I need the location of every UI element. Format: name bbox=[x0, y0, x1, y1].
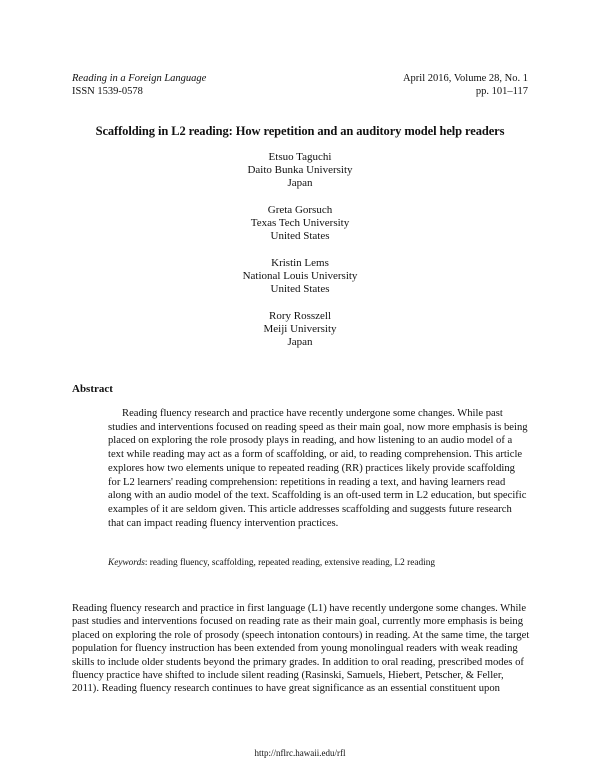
issn: ISSN 1539-0578 bbox=[72, 86, 143, 97]
author-name: Kristin Lems bbox=[271, 257, 329, 269]
author-name: Etsuo Taguchi bbox=[268, 151, 332, 163]
abstract-heading: Abstract bbox=[72, 383, 113, 395]
journal-name: Reading in a Foreign Language bbox=[72, 73, 207, 84]
author-affiliation: Texas Tech University bbox=[250, 217, 350, 229]
author-affiliation: Meiji University bbox=[263, 323, 337, 335]
author-block bbox=[150, 310, 450, 349]
author-block bbox=[150, 257, 450, 296]
running-header-right bbox=[403, 72, 528, 98]
issue-info: April 2016, Volume 28, No. 1 bbox=[402, 73, 528, 84]
keywords-line bbox=[108, 558, 528, 568]
author-name: Greta Gorsuch bbox=[267, 204, 333, 216]
author-affiliation: National Louis University bbox=[242, 270, 358, 282]
author-affiliation: Daito Bunka University bbox=[247, 164, 353, 176]
author-country: Japan bbox=[287, 336, 313, 348]
page-range: pp. 101–117 bbox=[475, 86, 528, 97]
author-country: United States bbox=[270, 283, 330, 295]
author-country: Japan bbox=[287, 177, 313, 189]
journal-url-link[interactable]: http://nflrc.hawaii.edu/rfl bbox=[254, 748, 346, 758]
author-country: United States bbox=[270, 230, 330, 242]
author-block bbox=[150, 204, 450, 243]
footer bbox=[0, 748, 600, 758]
author-block bbox=[150, 151, 450, 190]
author-list bbox=[150, 151, 450, 363]
keywords-text: : reading fluency, scaffolding, repeated reading, extensive reading, L2 reading bbox=[144, 558, 435, 568]
running-header-left bbox=[72, 72, 206, 98]
keywords-label: Keywords bbox=[108, 558, 145, 568]
paper-title: Scaffolding in L2 reading: How repetition and an auditory model help readers bbox=[95, 124, 505, 138]
author-name: Rory Rosszell bbox=[268, 310, 332, 322]
body-paragraph: Reading fluency research and practice in first language (L1) have recently undergone some changes. While past studies and interventions focused on reading rate as their main goal, currently more emphasis is being placed on exploring the role of prosody (speech intonation contours) in reading. At the same time, the target population for fluency instruction has been extended from young monolingual readers with weak reading skills to include older students beyond the primary grades. In addition to oral reading, prescribed modes of fluency practice have shifted to include silent reading (Rasinski, Samuels, Hiebert, Petscher, & Feller, 2011). Reading fluency research continues to have great significance as an essential constituent upon bbox=[72, 603, 530, 695]
abstract-text: Reading fluency research and practice have recently undergone some changes. While past studies and interventions focused on reading speed as their main goal, now more emphasis is being placed on exploring the role prosody plays in reading, and how listening to an audio model of a text while reading may act as a form of scaffolding, or aid, to reading comprehension. This article explores how two elements unique to repeated reading (RR) practices likely provide scaffolding for L2 learners' reading comprehension: repetitions in reading a text, and having learners read along with an audio model of the text. Scaffolding is an oft-used term in L2 education, but specific examples of it are seldom given. This article addresses scaffolding and suggests future research that can impact reading fluency intervention practices. bbox=[108, 408, 528, 529]
